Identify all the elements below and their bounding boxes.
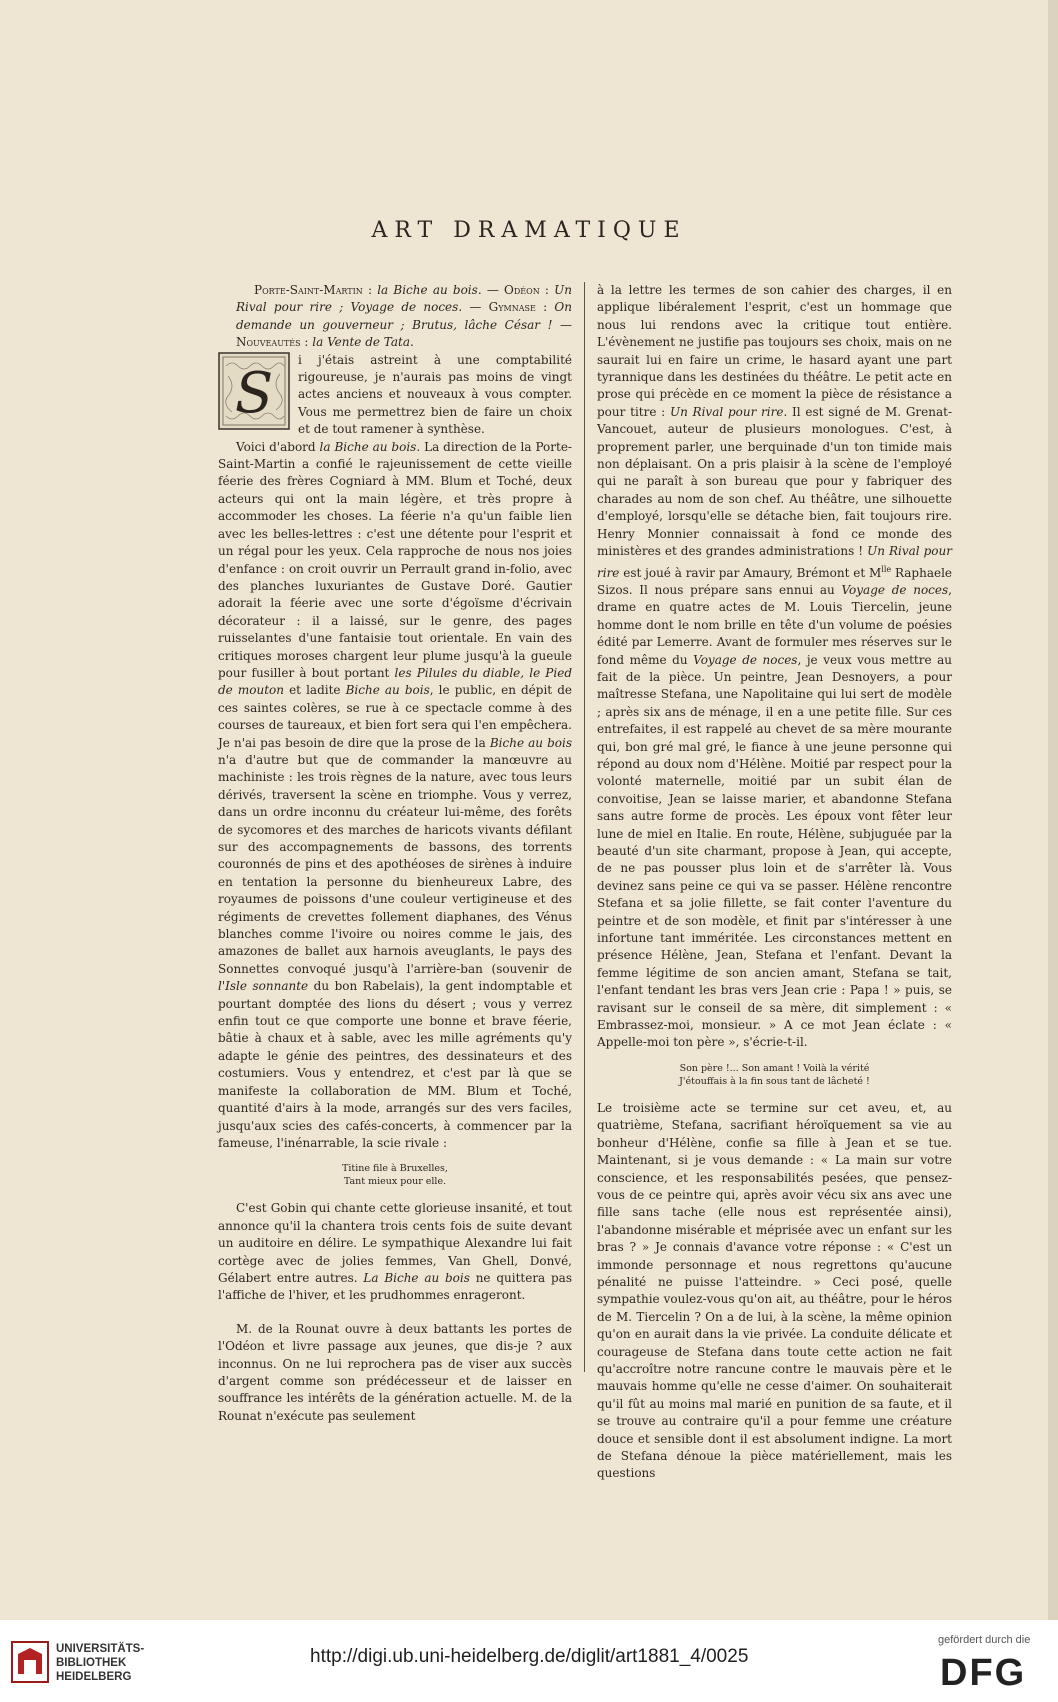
- library-name-line: BIBLIOTHEK: [56, 1657, 127, 1669]
- play-title: Un Rival pour rire: [669, 404, 784, 419]
- paragraph-text: et ladite: [283, 683, 346, 698]
- article-summary: [218, 282, 572, 352]
- left-paragraph-1: i j'étais astreint à une comptabilité rigoureuse, je n'aurais pas moins de vingt actes anciens et nouveaux à vous compter. Vous me permettrez bien de faire un choix et de tout ramener à synthèse.: [298, 352, 572, 437]
- play-title: Biche au bois: [489, 735, 572, 750]
- summary-text: Porte-Saint-Martin: [254, 283, 363, 297]
- paragraph-text: . Il est signé de M. Grenat-Vancouet, auteur de plusieurs monologues. C'est, à proprement parler, une berquinade d'un ton timide mais non déplaisant. On a pris plaisir à la scène de l'employé qui ne paraît à son bureau que pour y fabriquer des charades au nom de son chef. Au théâtre, une silhouette d'employé, lorsqu'elle se détache bien, fait toujours rire. Henry Monnier connaissait à fond ce monde des ministères et des grandes administrations !: [597, 404, 952, 559]
- summary-text: la Vente de Tata: [312, 335, 411, 350]
- summary-text: Gymnase: [488, 300, 536, 315]
- paragraph-text: Voici d'abord: [236, 439, 320, 454]
- play-title: Biche au bois: [345, 683, 430, 698]
- permalink-url[interactable]: http://digi.ub.uni-heidelberg.de/diglit/art1881_4/0025: [310, 1646, 749, 1667]
- left-paragraph-2: [218, 439, 572, 1153]
- ornamental-dropcap: [218, 352, 290, 430]
- left-column: [218, 282, 572, 1425]
- play-title: la Biche au bois: [319, 439, 417, 454]
- paragraph-text: du bon Rabelais), la gent indomptable et pourtant domptée des lions du désert ; vous y verrez enfin tout ce que comporte une bonne et brave féerie, bâtie à chaux et à sable, avec les mille agréments qu'y adapte le génie des peintres, des dessinateurs et des costumiers. Vous y entendrez, et c'est par là que se manifeste la collaboration de MM. Blum et Toché, quantité d'airs à la mode, arrangés sur des vers faciles, jusqu'aux scies des cafés-concerts, à commencer par la fameuse, l'inénarrable, la scie rivale :: [218, 979, 573, 1150]
- funding-caption: gefördert durch die: [938, 1634, 1031, 1646]
- play-title: La Biche au bois: [363, 1270, 470, 1285]
- library-name-line: HEIDELBERG: [56, 1671, 132, 1683]
- play-title: les Pilules du diable, le Pied de mouton: [218, 665, 572, 698]
- right-paragraph-2: Le troisième acte se termine sur cet aveu, et, au quatrième, Stefana, sacrifiant héroïquement sa vie au bonheur d'Hélène, confie sa fille à Jean et se tue. Maintenant, si je vous demande : « La main sur votre conscience, et les responsabilités pesées, que pensez-vous de ce peintre qui, après avoir vécu six ans avec une fille sans tache (elle nous est représentée ainsi), l'abandonne misérable et méprisée avec un enfant sur les bras ? » Je connais d'avance votre réponse : « C'est un immonde personnage et nous regrettons qu'aucune pénalité ne puisse l'atteindre. » Ceci posé, quelle sympathie voulez-vous qu'on ait, au théâtre, pour le héros de M. Tiercelin ? On a de lui, à la scène, la même opinion qu'on en aurait dans la vie privée. La conduite délicate et courageuse de Stefana dans toute cette action ne fait qu'accroître notre rancune contre le mauvais père et le mauvais homme qu'elle ne cesse d'aimer. On souhaiterait qu'il fût au moins mal marié en punition de sa faute, et il se trouve au contraire qu'il a pour femme une créature douce et sensible dont il est absolument indigne. La mort de Stefana dénoue la pièce matériellement, mais les questions: [597, 1100, 952, 1481]
- page-edge: [1048, 0, 1058, 1620]
- footer-bar: [0, 1620, 1058, 1702]
- summary-text: :: [300, 335, 313, 350]
- paragraph-gap: [218, 1305, 572, 1321]
- paragraph-text: . La direction de la Porte-Saint-Martin a confié le rajeunissement de cette vieille féerie des frères Cogniard à MM. Blum et Toché, deux acteurs qui ont la main légère, et très propre à accommoder les choses. La féerie n'a qu'un faible lien avec les belles-lettres : c'est une détente pour l'esprit et un régal pour les yeux. Cela rapproche de nous nos joies d'enfance : on croit ouvrir un Perrault grand in-folio, avec des planches luxuriantes de Gustave Doré. Gautier adorait la féerie avec une sorte d'égoïsme d'écrivain décorateur : il a laissé, sur le genre, des pages ruisselantes d'une fantaisie tout orientale. En vain des critiques moroses chargent leur plume jusqu'à la gueule pour fusiller à bout portant: [218, 439, 572, 680]
- paragraph-text: , le public, en dépit de ces saintes colères, se rue à ce spectacle comme à des courses de taureaux, et bien fort sera qui l'en empêchera. Je n'ai pas besoin de dire que la prose de la: [218, 683, 572, 750]
- left-paragraph-4: M. de la Rounat ouvre à deux battants les portes de l'Odéon et livre passage aux jeunes, que dis-je ? aux inconnus. On ne lui reprochera pas de viser aux succès d'argent comme son prédécesseur et de laisser en souffrance les intérêts de la génération actuelle. M. de la Rounat n'exécute pas seulement: [218, 1321, 572, 1423]
- summary-text: Nouveautés: [236, 335, 301, 350]
- summary-text: :: [362, 283, 378, 297]
- play-title: Un Rival pour rire: [597, 544, 952, 580]
- paragraph-text: C'est Gobin qui chante cette glorieuse insanité, et tout annonce qu'il la chantera trois cents fois de suite devant un auditoire en délire. Le sympathique Alexandre lui fait cortège avec de jolies femmes, Van Ghell, Donvé, Gélabert entre autres.: [218, 1201, 572, 1285]
- summary-text: . —: [477, 283, 505, 297]
- summary-text: la Biche au bois: [377, 283, 478, 297]
- paragraph-text: est joué à ravir par Amaury, Brémont et M: [619, 565, 882, 580]
- paragraph-text: n'a d'autre but que de commander la manœuvre au machiniste : les trois règnes de la nature, avec tous leurs dérivés, traversent la scène en triomphe. Vous y verrez, dans un ordre inconnu du créateur lui-même, des forêts de sycomores et des marches de haricots vivants défilant sur des accompagnements de bassons, des torrents couronnés de pins et des apothéoses de sirènes à induire en tentation la personne du bienheureux Labre, des royaumes de poissons d'une couleur vertigineuse et des régiments de crevettes follement diaphanes, des Vénus blanches comme l'ivoire ou noires comme le jais, des amazones de ballet aux harnois aveuglants, le pays des Sonnettes convoqué jusqu'à l'arrière-ban (souvenir de: [218, 752, 572, 976]
- article-title: ART DRAMATIQUE: [371, 218, 687, 243]
- dfg-logo: DFG: [940, 1652, 1027, 1694]
- drama-quote: [597, 1062, 952, 1088]
- play-title: Voyage de noces: [693, 652, 798, 667]
- summary-text: Odéon: [504, 283, 540, 297]
- summary-text: :: [539, 283, 555, 297]
- right-column: [597, 282, 952, 1483]
- right-paragraph-1: [597, 282, 952, 1052]
- paragraph-text: , je veux vous mettre au fait de la pièce. Un peintre, Jean Desnoyers, a pour maîtresse Stefana, une Napolitaine qui lui sert de modèle ; après six ans de ménage, il en a une petite fille. Sur ces entrefaites, il est rappelé au chevet de sa mère mourante qui, bon gré mal gré, le fiance à une jeune personne qui répond au doux nom d'Hélène. Moitié par respect pour la volonté maternelle, moitié par un subit élan de convoitise, Jean se laisse marier, et abandonne Stefana sans autre forme de procès. Les époux vont fêter leur lune de miel en Italie. En route, Hélène, subjuguée par la beauté d'un site charmant, propose à Jean, qui accepte, de ne pas pousser plus loin et de s'arrêter là. Vous devinez sans peine ce qui va se passer. Hélène rencontre Stefana et sa jolie fillette, se fait conter l'aventure du peintre et de son modèle, et finit par s'intéresser à une infortune tant imméritée. Les circonstances mettent en présence Hélène, Jean, Stefana et l'enfant. Devant la femme légitime de son ancien amant, Stefana se tait, l'enfant tendant les bras vers Jean crie : Papa ! » puis, se ravisant sur le conseil de sa mère, dit simplement : « Embrassez-moi, monsieur. » A ce mot Jean éclate : « Appelle-moi ton père », s'écrie-t-il.: [597, 652, 953, 1050]
- left-paragraph-3: [218, 1200, 572, 1304]
- summary-text: On demande un gouverneur ; Brutus, lâche César !: [236, 300, 572, 332]
- summary-text: . —: [458, 300, 489, 315]
- paragraph-text: Raphaele Sizos. Il nous prépare sans ennui au: [597, 565, 953, 597]
- paragraph-text: à la lettre les termes de son cahier des charges, il en applique libéralement l'esprit, c'est un hommage que nous lui rendons avec la critique tout entière. L'évènement ne justifie pas toujours ses choix, mais on ne saurait lui en faire un crime, le hasard ayant une part tyrannique dans les destinées du théâtre. Le petit acte en prose qui précède en ce moment la pièce de résistance a pour titre :: [597, 283, 952, 419]
- summary-text: :: [535, 300, 555, 315]
- university-seal-icon: [10, 1640, 50, 1684]
- play-title: Voyage de noces: [841, 582, 949, 597]
- song-quote: [218, 1162, 572, 1188]
- summary-text: —: [552, 317, 572, 332]
- university-library-name: [56, 1642, 144, 1684]
- paragraph-text: , drame en quatre actes de M. Louis Tiercelin, jeune homme dont le nom brille en tête d'un volume de poésies édité par Lemerre. Avant de formuler mes réserves sur le fond même du: [597, 582, 952, 667]
- book-title: l'Isle sonnante: [218, 979, 309, 994]
- verse-line: Tant mieux pour elle.: [343, 1176, 447, 1188]
- summary-text: Un Rival pour rire ; Voyage de noces: [236, 283, 572, 315]
- verse-line: J'étouffais à la fin sous tant de lâcheté !: [679, 1075, 870, 1087]
- library-name-line: UNIVERSITÄTS-: [56, 1643, 145, 1655]
- column-divider: [584, 282, 585, 1372]
- verse-line: Son père !... Son amant ! Voilà la vérité: [679, 1062, 870, 1074]
- verse-line: Titine file à Bruxelles,: [342, 1163, 448, 1175]
- dropcap-letter: S: [234, 360, 274, 426]
- summary-text: .: [410, 335, 414, 350]
- superscript: lle: [881, 564, 892, 574]
- paragraph-text: ne quittera pas l'affiche de l'hiver, et les prudhommes enrageront.: [218, 1270, 572, 1303]
